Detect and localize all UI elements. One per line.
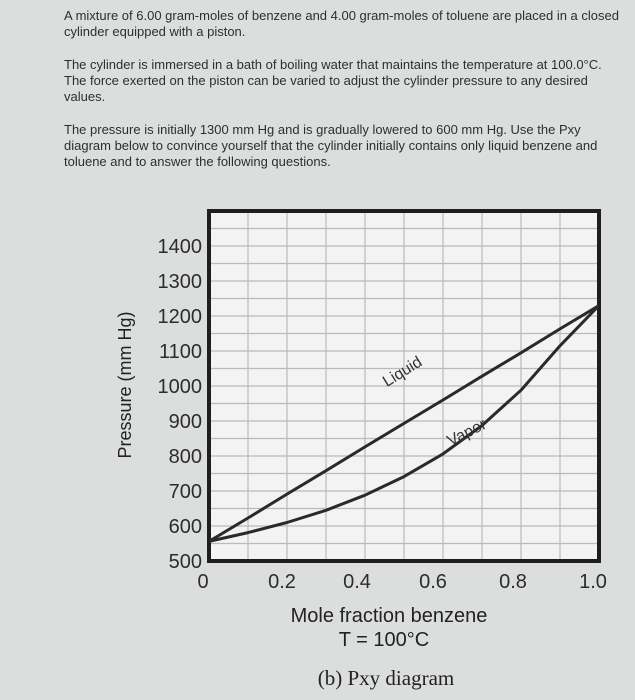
y-tick-label: 800 (168, 446, 202, 468)
problem-paragraph-1: A mixture of 6.00 gram-moles of benzene and 4.00 gram-moles of toluene are placed in a closed cylinder equipped with a piston. (64, 8, 619, 39)
x-tick-label: 0.8 (499, 571, 527, 593)
x-tick-label: 0.6 (419, 571, 447, 593)
x-tick-label: 0 (197, 571, 209, 593)
x-tick-label: 0.4 (343, 571, 371, 593)
y-tick-label: 900 (168, 411, 202, 433)
figure-caption: (b) Pxy diagram (317, 666, 455, 690)
x-axis-label: Mole fraction benzene (290, 605, 488, 627)
y-tick-labels (158, 236, 203, 573)
y-tick-label: 700 (168, 481, 202, 503)
y-tick-label: 500 (168, 551, 202, 573)
problem-paragraph-2: The cylinder is immersed in a bath of boiling water that maintains the temperature at 100.0°C. The force exerted on the piston can be varied to adjust the cylinder pressure to any desired values. (64, 57, 602, 104)
problem-paragraph-3: The pressure is initially 1300 mm Hg and is gradually lowered to 600 mm Hg. Use the Pxy diagram below to convince yourself that the cylinder initially contains only liquid benzene and toluene and to answer the following questions. (64, 122, 598, 169)
y-tick-label: 1200 (157, 306, 202, 328)
x-tick-label: 1.0 (579, 571, 607, 593)
x-tick-labels (197, 571, 606, 593)
grid-lines (209, 211, 599, 561)
y-tick-label: 1400 (157, 236, 202, 258)
y-tick-label: 1000 (157, 376, 202, 398)
x-tick-label: 0.2 (268, 571, 296, 593)
y-tick-label: 1300 (157, 271, 202, 293)
y-tick-label: 600 (168, 516, 202, 538)
y-tick-label: 1100 (158, 341, 202, 363)
y-axis-label: Pressure (mm Hg) (115, 311, 135, 459)
temperature-label: T = 100°C (338, 629, 430, 651)
liquid-curve-label: Liquid (380, 353, 426, 391)
vapor-curve-label: Vapor (444, 415, 490, 450)
